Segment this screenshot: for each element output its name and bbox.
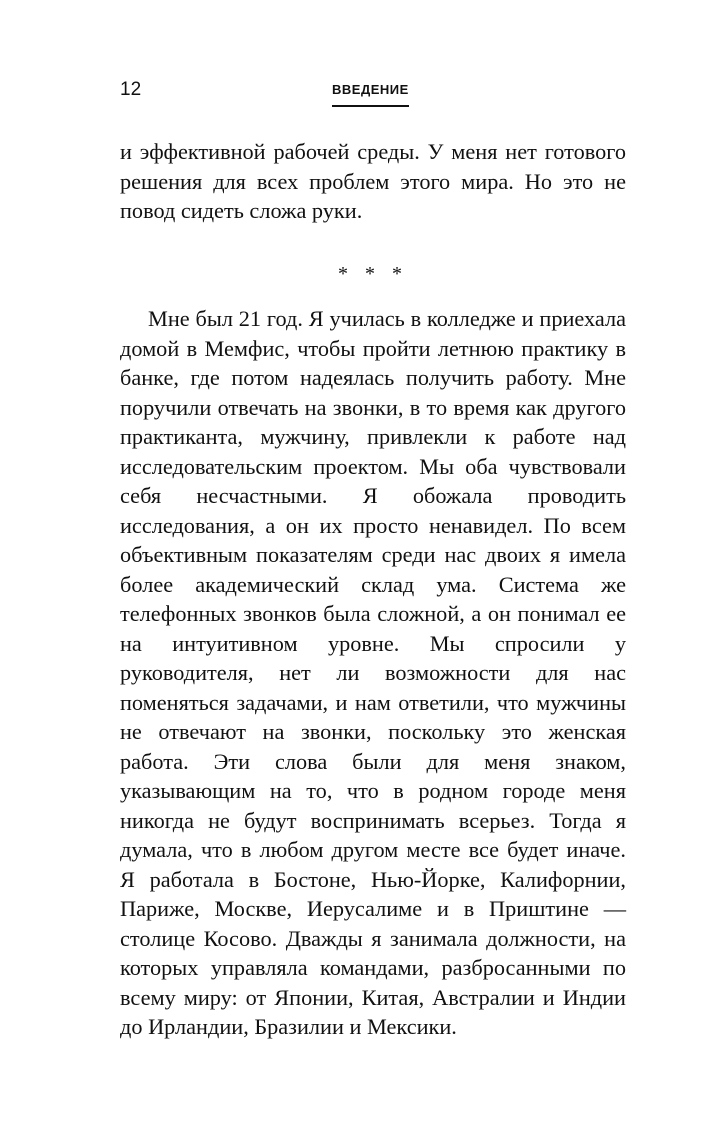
paragraph-continued: и эффективной рабочей среды. У меня нет готового решения для всех проблем этого мира. Но это не повод сидеть сложа руки. xyxy=(120,139,626,223)
section-separator: * * * xyxy=(338,263,408,285)
page-number: 12 xyxy=(120,79,142,100)
running-head xyxy=(120,78,625,108)
paragraph-main: Мне был 21 год. Я училась в колледже и приехала домой в Мемфис, чтобы пройти летнюю практику в банке, где потом надеялась получить работу. Мне поручили отвечать на звонки, в то время как другого практиканта, мужчину, привлекли к работе над исследовательским проектом. Мы оба чувствовали себя несчастными. Я обожала проводить исследования, а он их просто ненавидел. По всем объективным показателям среди нас двоих я имела более академический склад ума. Система же телефонных звонков была сложной, а он понимал ее на интуитивном уровне. Мы спросили у руководителя, нет ли возможности для нас поменяться задачами, и нам ответили, что мужчины не отвечают на звонки, поскольку это женская работа. Эти слова были для меня знаком, указывающим на то, что в родном городе меня никогда не будут воспринимать всерьез. Тогда я думала, что в любом другом месте все будет иначе. Я работала в Бостоне, Нью-Йорке, Калифорнии, Париже, Москве, Иерусалиме и в Приштине — столице Косово. Дважды я занимала должности, на которых управляла командами, разбросанными по всему миру: от Японии, Китая, Австралии и Индии до Ирландии, Бразилии и Мексики. xyxy=(120,306,626,1039)
section-title: ВВЕДЕНИЕ xyxy=(332,81,409,107)
